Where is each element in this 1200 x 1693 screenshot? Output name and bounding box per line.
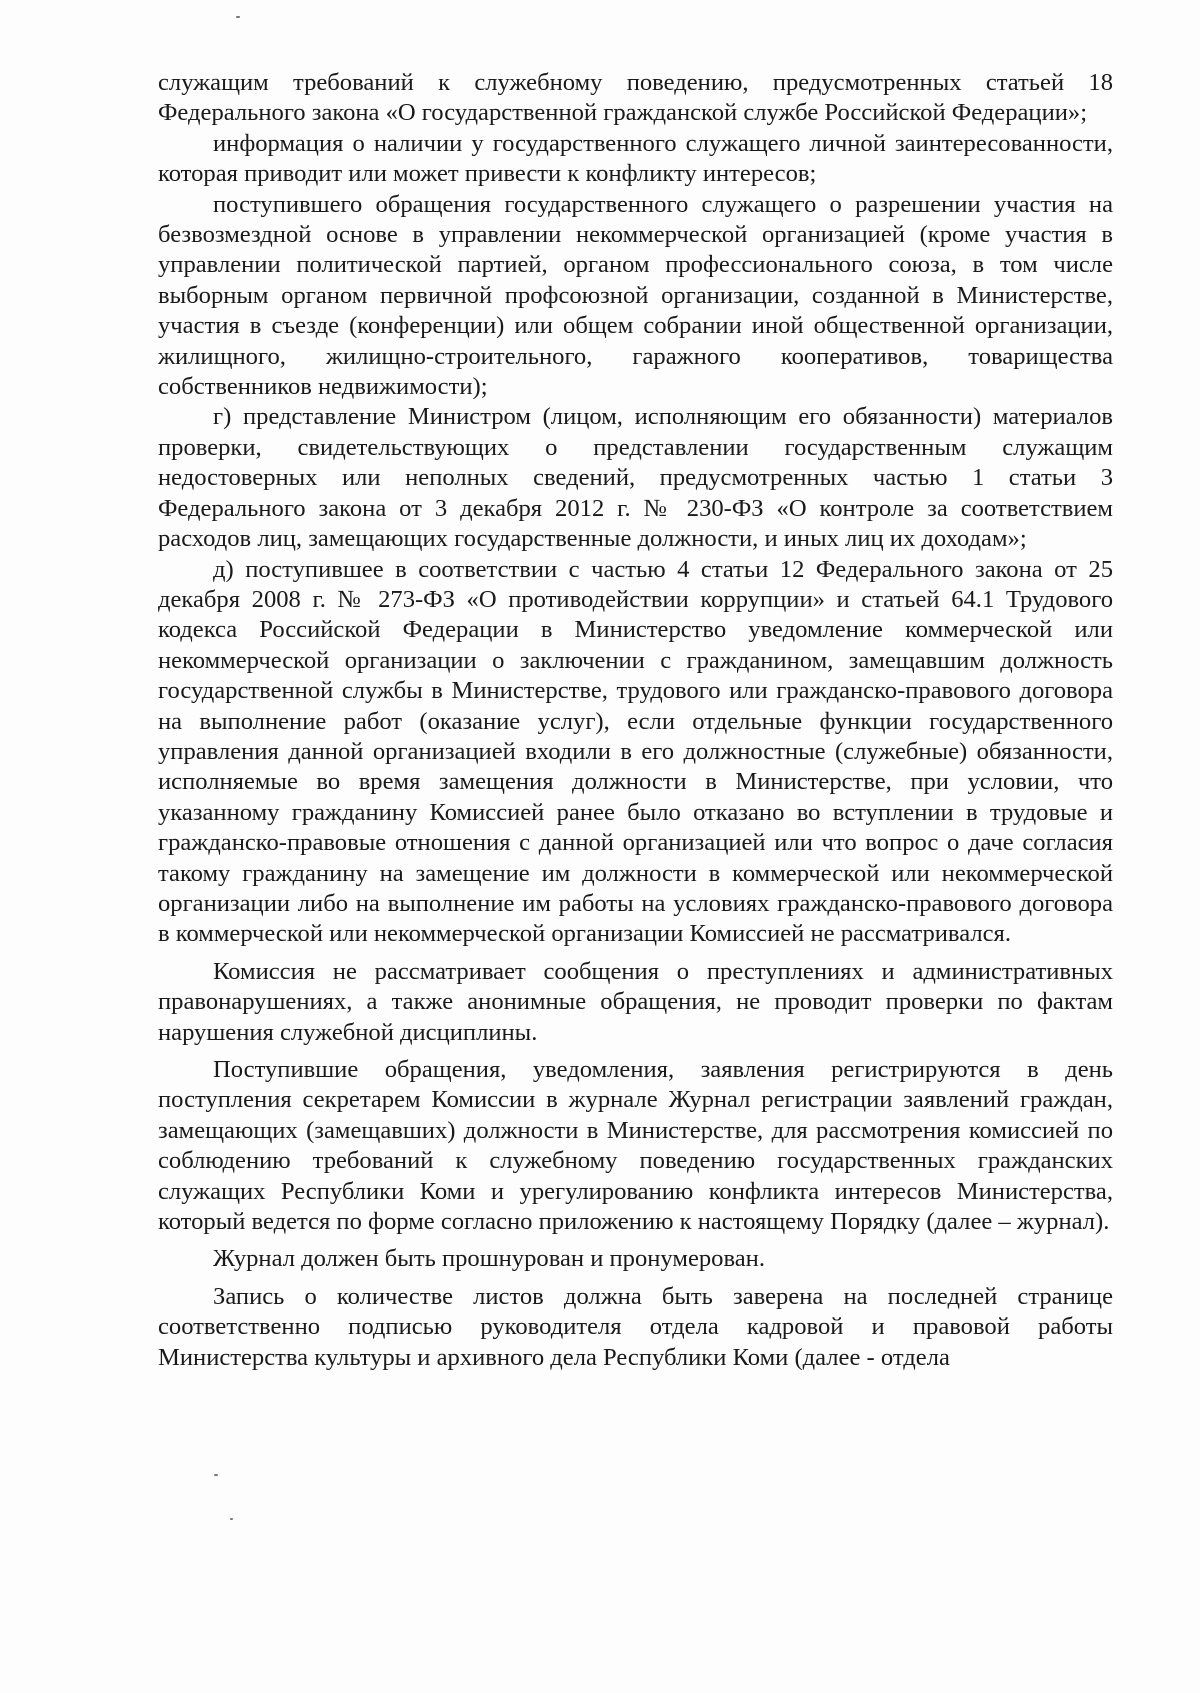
scan-speck [214, 1474, 218, 1476]
paragraph-journal-binding: Журнал должен быть прошнурован и пронумерован. [213, 1245, 765, 1273]
paragraph-item-d: д) поступившее в соответствии с частью 4 статьи 12 Федерального закона от 25 декабря 2008 г. № 273-ФЗ «О противодействии коррупции» и статьей 64.1 Трудового кодекса Российской Федерации в Министерство уведомление коммерческой или некоммерческой организации о заключении с гражданином, замещавшим должность государственной службы в Министерстве, трудового или гражданско-правового договора на выполнение работ (оказание услуг), если отдельные функции государственного управления данной организацией входили в его должностные (служебные) обязанности, исполняемые во время замещения должности в Министерстве, при условии, что указанному гражданину Комиссией ранее было отказано во вступлении в трудовые и гражданско-правовые отношения с данной организацией или что вопрос о даче согласия такому гражданину на замещение им должности в коммерческой или некоммерческой организации либо на выполнение им работы на условиях гражданско-правового договора в коммерческой или некоммерческой организации Комиссией не рассматривался. [158, 555, 1113, 948]
document-body [158, 68, 1113, 1373]
paragraph-commission-scope: Комиссия не рассматривает сообщения о преступлениях и административных правонарушениях, а также анонимные обращения, не проводит проверки по фактам нарушения служебной дисциплины. [158, 957, 1113, 1046]
scan-speck [230, 1518, 233, 1520]
paragraph-sheet-count: Запись о количестве листов должна быть заверена на последней странице соответственно подписью руководителя отдела кадровой и правовой работы Министерства культуры и архивного дела Республики Коми (далее - отдела [158, 1282, 1113, 1371]
paragraph-conflict-info: информация о наличии у государственного служащего личной заинтересованности, которая приводит или может привести к конфликту интересов; [158, 129, 1113, 188]
paragraph-registration: Поступившие обращения, уведомления, заявления регистрируются в день поступления секретарем Комиссии в журнале Журнал регистрации заявлений граждан, замещающих (замещавших) должности в Министерстве, для рассмотрения комиссией по соблюдению требований к служебному поведению государственных гражданских служащих Республики Коми и урегулированию конфликта интересов Министерства, который ведется по форме согласно приложению к настоящему Порядку (далее – журнал). [158, 1056, 1113, 1236]
paragraph-item-g: г) представление Министром (лицом, исполняющим его обязанности) материалов проверки, свидетельствующих о представлении государственным служащим недостоверных или неполных сведений, предусмотренных частью 1 статьи 3 Федерального закона от 3 декабря 2012 г. № 230-ФЗ «О контроле за соответствием расходов лиц, замещающих государственные должности, и иных лиц их доходам»; [158, 403, 1113, 553]
paragraph-continuation: служащим требований к служебному поведению, предусмотренных статьей 18 Федерального закона «О государственной гражданской службе Российской Федерации»; [158, 69, 1113, 127]
scan-speck [236, 16, 240, 18]
paragraph-participation-request: поступившего обращения государственного служащего о разрешении участия на безвозмездной основе в управлении некоммерческой организацией (кроме участия в управлении политической партией, органом профессионального союза, в том числе выборным органом первичной профсоюзной организации, созданной в Министерстве, участия в съезде (конференции) или общем собрании иной общественной организации, жилищного, жилищно-строительного, гаражного кооперативов, товарищества собственников недвижимости); [158, 190, 1113, 401]
